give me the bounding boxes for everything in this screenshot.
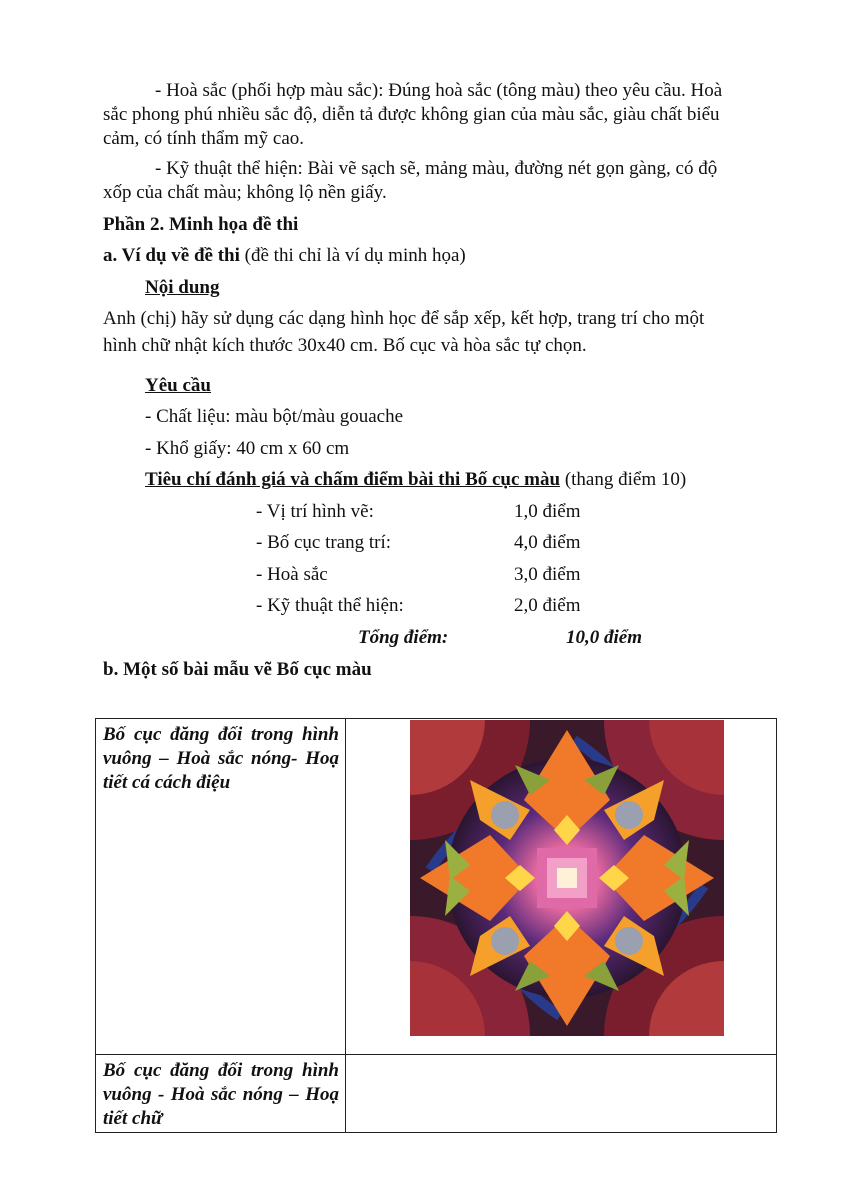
criteria-label-3: - Hoà sắc xyxy=(256,564,328,585)
criteria-label-4: - Kỹ thuật thể hiện: xyxy=(256,595,404,616)
hoa-sac-line-1: - Hoà sắc (phối hợp màu sắc): Đúng hoà sắc (tông màu) theo yêu cầu. Hoà xyxy=(155,80,723,101)
sample-image-cell-1 xyxy=(346,719,777,1055)
samples-heading: b. Một số bài mẫu vẽ Bố cục màu xyxy=(103,659,372,680)
ky-thuat-line-1: - Kỹ thuật thể hiện: Bài vẽ sạch sẽ, mảng màu, đường nét gọn gàng, có độ xyxy=(155,158,718,179)
criteria-score-2: 4,0 điểm xyxy=(514,532,581,553)
hoa-sac-line-3: cảm, có tính thẩm mỹ cao. xyxy=(103,128,305,149)
sample-desc-1: Bố cục đăng đối trong hình vuông – Hoà sắc nóng- Hoạ tiết cá cách điệu xyxy=(96,719,346,1055)
total-label: Tổng điểm: xyxy=(358,627,449,648)
sample-artwork-fish-motif xyxy=(410,720,724,1036)
criteria-score-3: 3,0 điểm xyxy=(514,564,581,585)
criteria-label-1: - Vị trí hình vẽ: xyxy=(256,501,374,522)
sample-row-2 xyxy=(96,1055,777,1133)
requirement-paper-size: - Khổ giấy: 40 cm x 60 cm xyxy=(145,438,350,459)
total-score: 10,0 điểm xyxy=(566,627,642,648)
sample-row-1 xyxy=(96,719,777,1055)
sample-desc-2: Bố cục đăng đối trong hình vuông - Hoà sắc nóng – Hoạ tiết chữ xyxy=(96,1055,346,1133)
part2-heading: Phần 2. Minh họa đề thi xyxy=(103,214,299,235)
criteria-score-1: 1,0 điểm xyxy=(514,501,581,522)
criteria-heading: Tiêu chí đánh giá và chấm điểm bài thi Bố cục màu xyxy=(145,469,561,490)
content-heading: Nội dung xyxy=(145,277,220,298)
content-line-1: Anh (chị) hãy sử dụng các dạng hình học để sắp xếp, kết hợp, trang trí cho một xyxy=(103,308,705,329)
example-heading: a. Ví dụ về đề thi xyxy=(103,245,240,266)
criteria-label-2: - Bố cục trang trí: xyxy=(256,532,392,553)
ky-thuat-line-2: xốp của chất màu; không lộ nền giấy. xyxy=(103,182,387,203)
hoa-sac-line-2: sắc phong phú nhiều sắc độ, diễn tả được không gian của màu sắc, giàu chất biểu xyxy=(103,104,720,125)
example-note: (đề thi chỉ là ví dụ minh họa) xyxy=(239,245,466,266)
criteria-heading-line xyxy=(145,468,686,492)
criteria-scale: (thang điểm 10) xyxy=(560,469,687,490)
requirements-heading: Yêu cầu xyxy=(145,375,211,396)
samples-table xyxy=(95,718,777,1133)
criteria-score-4: 2,0 điểm xyxy=(514,595,581,616)
requirement-material: - Chất liệu: màu bột/màu gouache xyxy=(145,406,404,427)
example-heading-line xyxy=(103,244,466,268)
content-line-2: hình chữ nhật kích thước 30x40 cm. Bố cục và hòa sắc tự chọn. xyxy=(103,335,587,356)
sample-image-cell-2 xyxy=(346,1055,777,1133)
